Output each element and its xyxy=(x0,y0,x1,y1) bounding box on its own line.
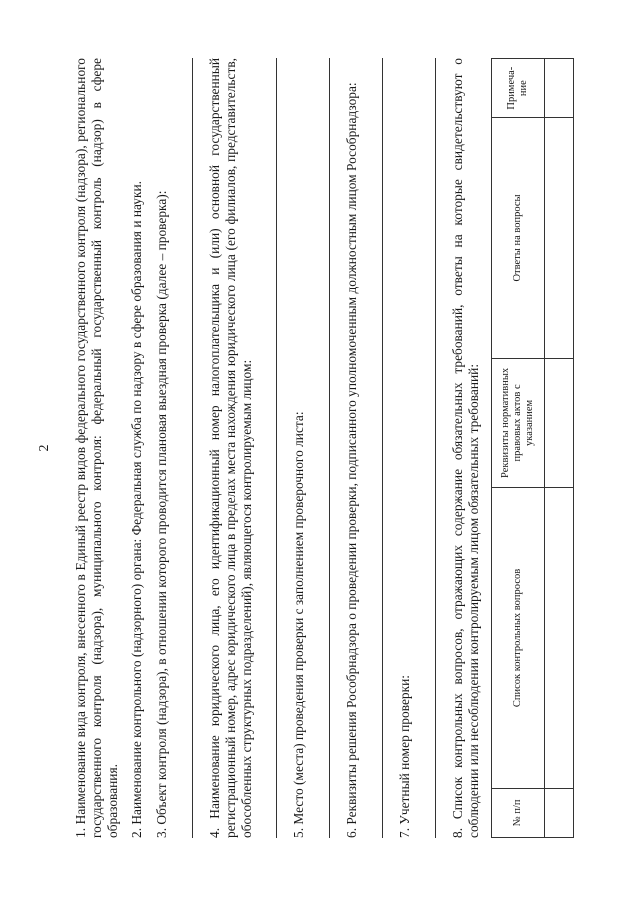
item-3-text: 3. Объект контроля (надзора), в отношении которого проводится плановая выездная проверка (далее – проверка): xyxy=(154,190,170,838)
table-cell xyxy=(545,788,574,837)
item-7-text: 7. Учетный номер проверки: xyxy=(396,675,412,838)
item-5-fill-line xyxy=(307,58,330,838)
table-cell xyxy=(545,358,574,488)
table-cell xyxy=(545,488,574,789)
item-7-fill-line xyxy=(413,58,436,838)
page-content xyxy=(37,58,574,838)
item-6-text: 6. Реквизиты решения Рособрнадзора о проведении проверки, подписанного уполномоченным должностным лицом Рособрнадзора: xyxy=(344,82,360,838)
header-note: Примеча-ние xyxy=(492,59,545,118)
header-questions: Список контрольных вопросов xyxy=(492,488,545,789)
item-1-text: 1. Наименование вида контроля, внесенного в Единый реестр видов федерального государственного контроля (надзора), регионального государственного контроля (надзора), муниципального контроля: федеральный государственный контроль (надзор) в сфере образования. xyxy=(73,58,120,838)
item-3-fill-line xyxy=(170,58,193,838)
table-header-row xyxy=(492,59,545,838)
table-cell xyxy=(545,59,574,118)
checklist-table xyxy=(491,58,574,838)
header-legal-acts: Реквизиты нормативных правовых актов с указанием xyxy=(492,358,545,488)
table-cell xyxy=(545,118,574,358)
header-number: № п/п xyxy=(492,788,545,837)
header-answers: Ответы на вопросы xyxy=(492,118,545,358)
item-5-text: 5. Место (места) проведения проверки с заполнением проверочного листа: xyxy=(291,411,307,838)
item-4-fill-line xyxy=(254,58,277,838)
item-8-text: 8. Список контрольных вопросов, отражающих содержание обязательных требований, ответы на которые свидетельствуют о соблюдении или несоблюдении контролируемым лицом обязательных требований: xyxy=(449,58,481,838)
item-6-fill-line xyxy=(360,58,383,838)
page-number: 2 xyxy=(37,444,52,452)
item-4-text: 4. Наименование юридического лица, его идентификационный номер налогоплательщика и (или) основной государственный регистрационный номер, адрес юридического лица в пределах места нахождения юридического лица (его филиалов, представительств, обособленных структурных подразделений), являющегося контролируемым лицом: xyxy=(206,58,254,838)
item-2-text: 2. Наименование контрольного (надзорного) органа: Федеральная служба по надзору в сфере образования и науки. xyxy=(129,181,145,838)
table-row xyxy=(545,59,574,838)
